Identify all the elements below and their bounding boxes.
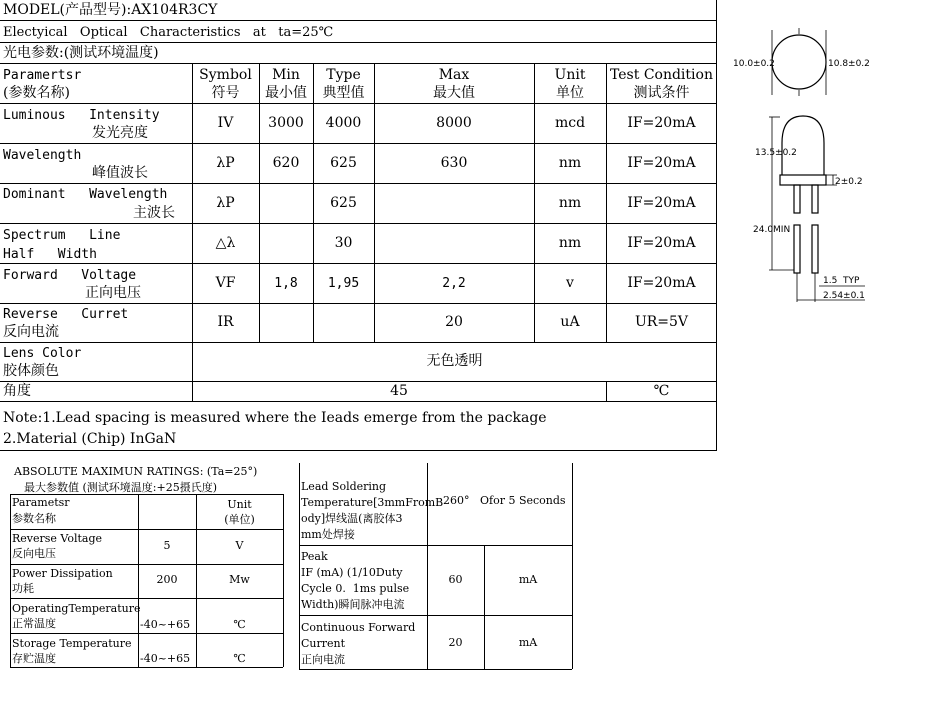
spacing-typ-label: 1.5 TYP — [823, 276, 860, 286]
absolute-ratings-table — [0, 460, 290, 670]
peak-label-4: Width)瞬间脉冲电流 — [301, 598, 405, 611]
col-param-en: Paramertsr — [3, 68, 82, 83]
param-name-2: Half Width — [3, 247, 97, 262]
param-symbol: IR — [217, 314, 234, 330]
viewing-angle-label: 角度 — [3, 383, 31, 399]
col-type-cn: 典型值 — [322, 85, 365, 101]
model-title: MODEL(产品型号):AX104R3CY — [3, 2, 218, 18]
rating-name-cn: 功耗 — [12, 582, 34, 595]
dia-right-label: 10.8±0.2 — [828, 59, 870, 69]
peak-value: 60 — [448, 573, 463, 586]
param-type: 625 — [330, 155, 357, 171]
solder-value: 260° Ofor 5 Seconds — [443, 494, 566, 507]
height-label: 13.5±0.2 — [755, 148, 797, 158]
led-dimension-drawing — [725, 20, 945, 310]
spec-table — [0, 0, 717, 451]
ratings-col-param: Parametsr — [12, 496, 70, 509]
param-type: 4000 — [325, 115, 362, 131]
param-unit: nm — [558, 195, 582, 211]
param-symbol: λP — [216, 155, 235, 171]
param-unit: v — [566, 275, 574, 291]
param-name: Wavelength — [3, 148, 82, 163]
col-cond-en: Test Condition — [610, 67, 713, 83]
optical-subtitle: Electyical Optical Characteristics at ta=25℃ — [3, 25, 334, 40]
col-unit-cn: 单位 — [556, 85, 584, 101]
led-side-view — [780, 116, 826, 273]
param-name: Forward Voltage — [3, 268, 137, 283]
rating-unit: ℃ — [233, 652, 246, 665]
lead-length-label: 24.0MIN — [753, 225, 791, 235]
param-name-cn: 正向电压 — [85, 285, 141, 301]
dia-left-label: 10.0±0.2 — [733, 59, 775, 69]
param-condition: IF=20mA — [627, 115, 696, 131]
param-condition: IF=20mA — [627, 155, 696, 171]
param-unit: nm — [558, 235, 582, 251]
rating-value: -40~+65 — [140, 652, 191, 665]
param-symbol: △λ — [215, 235, 236, 251]
lens-color-value: 无色透明 — [426, 353, 483, 369]
peak-label-2: IF (mA) (1/10Duty — [301, 566, 403, 579]
cont-current-label-1: Continuous Forward — [301, 621, 416, 634]
rating-name-cn: 正常温度 — [12, 617, 56, 630]
lens-color-label: Lens Color — [3, 346, 82, 361]
led-top-view — [772, 28, 826, 96]
rating-name: Power Dissipation — [12, 567, 113, 580]
col-min-en: Min — [272, 67, 300, 83]
col-symbol-en: Symbol — [199, 67, 252, 83]
param-name: Dominant Wavelength — [3, 187, 168, 202]
solder-label-2: Temperature[3mmFromB — [301, 496, 444, 509]
param-type: 625 — [330, 195, 357, 211]
cont-current-unit: mA — [518, 636, 538, 649]
solder-label-4: mm处焊接 — [301, 528, 355, 541]
param-symbol: IV — [217, 115, 234, 131]
note-material: 2.Material (Chip) InGaN — [3, 431, 177, 447]
param-condition: IF=20mA — [627, 235, 696, 251]
param-type: 1,95 — [327, 276, 360, 291]
param-name: Luminous Intensity — [3, 108, 160, 123]
peak-label-3: Cycle 0. 1ms pulse — [301, 582, 410, 595]
pitch-label: 2.54±0.1 — [823, 291, 865, 301]
param-name: Reverse Curret — [3, 307, 129, 322]
param-condition: UR=5V — [634, 314, 689, 330]
param-max: 630 — [440, 155, 468, 171]
param-min: 3000 — [268, 115, 304, 131]
optical-subtitle-cn: 光电参数:(测试环境温度) — [3, 45, 159, 61]
ratings-title: ABSOLUTE MAXIMUN RATINGS: (Ta=25°) — [14, 465, 258, 478]
ratings-col-unit: Unit — [227, 498, 252, 511]
rating-name: Reverse Voltage — [12, 532, 103, 545]
param-type: 30 — [334, 235, 353, 251]
soldering-table — [299, 463, 574, 671]
col-cond-cn: 测试条件 — [633, 85, 690, 101]
flange-label: 2±0.2 — [835, 177, 863, 187]
rating-value: 200 — [156, 573, 178, 586]
ratings-col-unit-cn: (单位) — [224, 513, 255, 526]
rating-name: OperatingTemperature — [12, 602, 141, 615]
param-unit: nm — [558, 155, 582, 171]
col-type-en: Type — [326, 67, 361, 83]
param-min: 620 — [272, 155, 300, 171]
ratings-col-param-cn: 参数名称 — [12, 512, 56, 525]
rating-name: Storage Temperature — [12, 637, 132, 650]
param-unit: uA — [560, 314, 580, 330]
col-max-en: Max — [438, 67, 470, 83]
rating-name-cn: 反向电压 — [12, 547, 56, 560]
peak-label-1: Peak — [301, 550, 328, 563]
col-param-cn: (参数名称) — [3, 85, 70, 101]
param-condition: IF=20mA — [627, 275, 696, 291]
col-symbol-cn: 符号 — [211, 85, 240, 101]
rating-name-cn: 存贮温度 — [12, 652, 56, 665]
cont-current-label-3: 正向电流 — [301, 653, 345, 666]
ratings-subtitle: 最大参数值 (测试环境温度:+25摄氏度) — [24, 481, 217, 494]
col-unit-en: Unit — [554, 67, 586, 83]
rating-value: -40~+65 — [140, 618, 191, 631]
solder-label-3: ody]焊线温(离胶体3 — [301, 512, 403, 525]
col-max-cn: 最大值 — [433, 85, 475, 101]
param-min: 1,8 — [274, 276, 298, 291]
param-symbol: VF — [215, 275, 236, 291]
param-max: 2,2 — [442, 276, 466, 291]
param-max: 8000 — [436, 115, 472, 131]
lens-color-label-cn: 胶体颜色 — [3, 363, 59, 379]
col-min-cn: 最小值 — [265, 85, 307, 101]
param-name-cn: 发光亮度 — [92, 125, 148, 141]
cont-current-value: 20 — [448, 636, 463, 649]
solder-label-1: Lead Soldering — [301, 480, 387, 493]
viewing-angle-unit: ℃ — [653, 383, 670, 399]
param-symbol: λP — [216, 195, 235, 211]
cont-current-label-2: Current — [301, 637, 346, 650]
param-condition: IF=20mA — [627, 195, 696, 211]
param-name-cn: 主波长 — [133, 205, 175, 221]
rating-unit: ℃ — [233, 618, 246, 631]
viewing-angle-value: 45 — [390, 383, 408, 399]
param-max: 20 — [445, 314, 463, 330]
peak-unit: mA — [518, 573, 538, 586]
param-name: Spectrum Line — [3, 228, 121, 243]
rating-unit: Mw — [229, 573, 250, 586]
note-lead-spacing: Note:1.Lead spacing is measured where the Ieads emerge from the package — [3, 410, 547, 426]
param-name-cn: 反向电流 — [3, 324, 59, 340]
param-unit: mcd — [554, 115, 586, 131]
rating-unit: V — [235, 539, 244, 552]
param-name-cn: 峰值波长 — [92, 165, 148, 181]
rating-value: 5 — [163, 539, 171, 552]
